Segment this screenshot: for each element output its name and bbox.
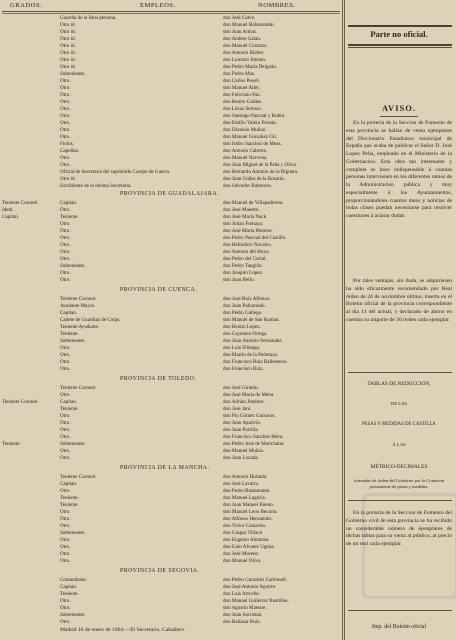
- table-row: [2, 352, 340, 359]
- table-row: [2, 141, 340, 148]
- post-cell: Otro id.: [60, 64, 76, 70]
- name-cell: don Antonio Rieber.: [223, 50, 265, 56]
- name-cell: don Carlos Pesoli.: [223, 78, 261, 84]
- post-cell: Escribiente de la misma Secretaría.: [60, 183, 132, 189]
- grade-cell: Teniente Coronel.: [2, 200, 39, 206]
- name-cell: don Pedro Bustamante.: [223, 488, 271, 494]
- name-cell: don José Moreno.: [223, 551, 260, 557]
- name-cell: don Alfonso Hernandez.: [223, 516, 273, 522]
- table-row: [2, 242, 340, 249]
- post-cell: Capitan.: [60, 584, 78, 590]
- name-cell: don Salvador Balmores.: [223, 183, 273, 189]
- table-row: [2, 200, 340, 207]
- post-cell: Teniente Coronel.: [60, 385, 97, 391]
- table-row: [2, 43, 340, 50]
- post-cell: Otro.: [60, 277, 71, 283]
- post-cell: Otro.: [60, 345, 71, 351]
- table-row: [2, 64, 340, 71]
- post-cell: Otro.: [60, 235, 71, 241]
- name-cell: don Francisco Ruiz Ballesteros.: [223, 359, 288, 365]
- table-row: [2, 385, 340, 392]
- table-row: [2, 29, 340, 36]
- name-cell: don Manuel González Gil.: [223, 134, 278, 140]
- post-cell: Otro.: [60, 99, 71, 105]
- tablas-pesas: PESAS Y MEDIDAS DE CASTILLA: [362, 422, 436, 427]
- table-row: [2, 249, 340, 256]
- column-divider-secondary: [344, 0, 345, 640]
- name-cell: don José María Moreno.: [223, 228, 273, 234]
- table-row: [2, 176, 340, 183]
- post-cell: Otro.: [60, 78, 71, 84]
- post-cell: Otro.: [60, 605, 71, 611]
- name-cell: don Juan Pallarondo.: [223, 303, 266, 309]
- name-cell: don Juan Antonio Fernandez.: [223, 338, 283, 344]
- table-row: [2, 169, 340, 176]
- name-cell: don José Giraldo.: [223, 385, 259, 391]
- post-cell: Otro.: [60, 544, 71, 550]
- name-cell: don Juan Parrilla.: [223, 427, 259, 433]
- table-row: [2, 120, 340, 127]
- table-row: [2, 516, 340, 523]
- name-cell: don Antonio Cabrera.: [223, 148, 267, 154]
- table-row: [2, 455, 340, 462]
- post-cell: Otro.: [60, 448, 71, 454]
- post-cell: Subteniente.: [60, 612, 86, 618]
- name-cell: don Luis Arroche.: [223, 591, 260, 597]
- name-cell: don Lúcas Sertuso.: [223, 106, 262, 112]
- table-row: [2, 502, 340, 509]
- name-cell: don José Ruiz Alfonzo.: [223, 296, 271, 302]
- post-cell: Teniente.: [60, 502, 79, 508]
- post-cell: Otro.: [60, 242, 71, 248]
- table-row: [2, 366, 340, 373]
- post-cell: Subteniente.: [60, 263, 86, 269]
- province-heading: PROVINCIA DE CUENCA.: [120, 287, 198, 293]
- post-cell: Capitan.: [60, 399, 78, 405]
- grade-cell: Teniente Coronel.: [2, 399, 39, 405]
- post-cell: Otro.: [60, 106, 71, 112]
- name-cell: don José María Nack.: [223, 214, 268, 220]
- grade-cell: Teniente.: [2, 441, 21, 447]
- tablas-a-las: Á LAS: [392, 442, 406, 447]
- post-cell: Otro id.: [60, 22, 76, 28]
- name-cell: don Pedro Mas.: [223, 71, 256, 77]
- name-cell: don Isidro Sanchez de Meas.: [223, 141, 282, 147]
- name-cell: don Manuel Cortazar.: [223, 43, 268, 49]
- table-row: [2, 317, 340, 324]
- name-cell: don Martin de la Pedrenza.: [223, 352, 279, 358]
- post-cell: Guardia de la Real persona.: [60, 15, 117, 21]
- post-cell: Otro.: [60, 366, 71, 372]
- tablas-title: TABLAS DE REDUCCION,: [367, 381, 431, 387]
- name-cell: don Pedro Gallego.: [223, 310, 263, 316]
- name-cell: don Manuel Aller.: [223, 85, 260, 91]
- table-row: [2, 106, 340, 113]
- name-cell: don Feliciano Paz.: [223, 92, 261, 98]
- post-cell: Otro.: [60, 392, 71, 398]
- table-row: [2, 345, 340, 352]
- tablas-formadas: formadas de órden del Gobierno por la Comision permanente de pesas y medidas.: [353, 478, 445, 489]
- post-cell: Capitan.: [60, 481, 78, 487]
- table-row: [2, 427, 340, 434]
- table-row: [2, 488, 340, 495]
- table-row: [2, 235, 340, 242]
- table-row: [2, 155, 340, 162]
- name-cell: don Juan Aparicio.: [223, 420, 262, 426]
- section-divider: [348, 372, 452, 373]
- name-cell: don Bernardo Antonio de la Riguera.: [223, 169, 299, 175]
- table-row: [2, 85, 340, 92]
- post-cell: Otro.: [60, 551, 71, 557]
- name-cell: don Benito Lopez.: [223, 324, 261, 330]
- table-row: [2, 221, 340, 228]
- post-cell: Fiolos.: [60, 141, 75, 147]
- name-cell: don Adrian Jiménez.: [223, 399, 266, 405]
- table-row: [2, 406, 340, 413]
- post-cell: Teniente Coronel.: [60, 474, 97, 480]
- table-row: [2, 392, 340, 399]
- post-cell: Capellan.: [60, 148, 80, 154]
- table-row: [2, 584, 340, 591]
- name-cell: don Cayetano Ortega.: [223, 331, 268, 337]
- name-cell: don Manuel Narvona.: [223, 155, 268, 161]
- post-cell: Teniente Coronel.: [60, 296, 97, 302]
- post-cell: Otro.: [60, 85, 71, 91]
- post-cell: Otro.: [60, 249, 71, 255]
- post-cell: Otro.: [60, 162, 71, 168]
- post-cell: Oficial de Secretaría del suprimido Cuerpo de Guerra: [60, 169, 170, 175]
- name-cell: don Pío Gómez Guisoros.: [223, 413, 276, 419]
- province-heading: PROVINCIA DE GUADALAJARA.: [120, 191, 219, 197]
- table-row: [2, 263, 340, 270]
- post-cell: Subteniente.: [60, 338, 86, 344]
- post-cell: Otro.: [60, 155, 71, 161]
- table-row: [2, 134, 340, 141]
- name-cell: don José Calvo.: [223, 15, 256, 21]
- title-rule-bottom: [348, 44, 452, 46]
- post-cell: Otro.: [60, 120, 71, 126]
- post-cell: Ayudante Mayor.: [60, 303, 96, 309]
- post-cell: Teniente.: [60, 591, 79, 597]
- imprint: Imp. del Boletin oficial: [371, 624, 427, 630]
- post-cell: Cadete de Guardias de Corps.: [60, 317, 121, 323]
- tablas-metrico: MÉTRICO-DECIMALES: [370, 464, 428, 470]
- post-cell: Otro id.: [60, 176, 76, 182]
- post-cell: Subteniente.: [60, 71, 86, 77]
- post-cell: Otro.: [60, 455, 71, 461]
- table-row: [2, 537, 340, 544]
- post-cell: Otro.: [60, 113, 71, 119]
- table-row: [2, 310, 340, 317]
- table-row: [2, 324, 340, 331]
- province-heading: PROVINCIA DE TOLEDO.: [120, 376, 197, 382]
- post-cell: Otro.: [60, 427, 71, 433]
- column-header-grados: GRADOS.: [10, 2, 43, 9]
- name-cell: don Julian Fomaya.: [223, 221, 264, 227]
- name-cell: don Juan Manuel Bueno.: [223, 502, 274, 508]
- post-cell: Teniente Ayudante.: [60, 324, 100, 330]
- name-cell: don Pedro González Carbonell.: [223, 577, 287, 583]
- post-cell: Otro.: [60, 221, 71, 227]
- name-cell: don Pedro del Corral.: [223, 256, 267, 262]
- table-row: [2, 99, 340, 106]
- name-cell: don Pedro Tangiño.: [223, 263, 263, 269]
- name-cell: don Juan Sacristan.: [223, 612, 263, 618]
- name-cell: don Agustin Maestre.: [223, 605, 267, 611]
- post-cell: Otro.: [60, 127, 71, 133]
- name-cell: don Luis Fillango.: [223, 345, 261, 351]
- name-cell: don Juan Armas.: [223, 29, 258, 35]
- table-row: [2, 448, 340, 455]
- table-row: [2, 113, 340, 120]
- grade-cell: Capitan.: [2, 214, 20, 220]
- footer-signature: Madrid 16 de enero de 1864.—El Secretario, Caballero.: [60, 627, 186, 633]
- table-row: [2, 481, 340, 488]
- name-cell: don Juan Lozada.: [223, 455, 259, 461]
- post-cell: Otro.: [60, 488, 71, 494]
- name-cell: don Manuel Oliva.: [223, 558, 262, 564]
- post-cell: Otro id.: [60, 57, 76, 63]
- table-row: [2, 270, 340, 277]
- name-cell: don Pedro José de Marichalar.: [223, 441, 285, 447]
- name-cell: don Manuel Bohamonde.: [223, 22, 275, 28]
- post-cell: Otro.: [60, 359, 71, 365]
- table-row: [2, 591, 340, 598]
- table-row: [2, 15, 340, 22]
- name-cell: don Eugenio Almansa.: [223, 537, 270, 543]
- aviso-underline: [380, 116, 418, 117]
- name-cell: don José Maestre.: [223, 207, 260, 213]
- name-cell: don Juan Miguel de la Peña y Oliva.: [223, 162, 298, 168]
- post-cell: Teniente.: [60, 495, 79, 501]
- table-row: [2, 474, 340, 481]
- table-row: [2, 509, 340, 516]
- post-cell: Otro.: [60, 516, 71, 522]
- post-cell: Otro.: [60, 619, 71, 625]
- name-cell: don Galo Alvarez Ugena.: [223, 544, 275, 550]
- section-title-parte-no-oficial: Parte no oficial.: [370, 29, 428, 39]
- province-heading: PROVINCIA DE LA MANCHA.: [120, 465, 210, 471]
- title-rule-top: [348, 25, 452, 27]
- post-cell: Teniente.: [60, 214, 79, 220]
- post-cell: Otro.: [60, 228, 71, 234]
- title-rule-thin: [348, 47, 452, 48]
- name-cell: don Antonio Hurtado.: [223, 474, 268, 480]
- post-cell: Otro id.: [60, 29, 76, 35]
- header-rule-secondary: [2, 13, 340, 14]
- name-cell: don Antonio del Hoyo.: [223, 249, 270, 255]
- table-row: [2, 598, 340, 605]
- table-row: [2, 612, 340, 619]
- name-cell: don José María de Mena.: [223, 392, 275, 398]
- table-row: [2, 544, 340, 551]
- post-cell: Otro.: [60, 558, 71, 564]
- table-row: [2, 399, 340, 406]
- post-cell: Otro.: [60, 537, 71, 543]
- name-cell: don Manuel de San Roman.: [223, 317, 280, 323]
- table-row: [2, 296, 340, 303]
- post-cell: Otro.: [60, 598, 71, 604]
- name-cell: don Manuel Leon Becarra.: [223, 509, 278, 515]
- name-cell: don José Lavarra.: [223, 481, 260, 487]
- post-cell: Otro.: [60, 523, 71, 529]
- table-row: [2, 413, 340, 420]
- name-cell: don Francisco Ruiz.: [223, 366, 264, 372]
- name-cell: don José Antonio Aguirre.: [223, 584, 277, 590]
- name-cell: don Joaquin Lopez.: [223, 270, 264, 276]
- post-cell: Otro.: [60, 413, 71, 419]
- name-cell: don Victor Camacho.: [223, 523, 267, 529]
- table-row: [2, 523, 340, 530]
- column-divider: [342, 0, 343, 640]
- table-row: [2, 277, 340, 284]
- column-header-nombres: NOMBRES.: [258, 2, 296, 9]
- post-cell: Otro.: [60, 420, 71, 426]
- post-cell: Otro.: [60, 256, 71, 262]
- post-cell: Otro id.: [60, 36, 76, 42]
- table-row: [2, 228, 340, 235]
- table-row: [2, 530, 340, 537]
- aviso-heading: AVISO.: [382, 103, 416, 113]
- table-row: [2, 338, 340, 345]
- table-row: [2, 551, 340, 558]
- name-cell: don Manuel Lagoria.: [223, 495, 266, 501]
- name-cell: don Juan Goñes de la Rosarin.: [223, 176, 285, 182]
- name-cell: don Pedro María Delgado.: [223, 64, 278, 70]
- table-row: [2, 183, 340, 190]
- name-cell: don Emilio Valero Fernan.: [223, 120, 277, 126]
- table-row: [2, 605, 340, 612]
- table-row: [2, 359, 340, 366]
- table-row: [2, 127, 340, 134]
- aviso-paragraph-2: Por tales ventajas, sin duda, se adquiriesen ha sido eficazmente recomendado por Real órden de 24 de noviembre último, inserta en el Boletin oficial de la provincia correspondiente al dia 11 del actual, y declarado de abono en cuentas su importe de 30 reales cada ejemplar.: [346, 278, 452, 323]
- name-cell: don Benito Galdos.: [223, 99, 263, 105]
- province-heading: PROVINCIA DE SEGOVIA.: [120, 568, 200, 574]
- table-row: [2, 92, 340, 99]
- post-cell: Otro.: [60, 92, 71, 98]
- name-cell: don Dionisio Muñoz.: [223, 127, 267, 133]
- table-row: [2, 50, 340, 57]
- name-cell: don Santiago Pascual y Rubio.: [223, 113, 286, 119]
- post-cell: Teniente.: [60, 331, 79, 337]
- tablas-de-las: DE LAS: [391, 401, 407, 406]
- table-row: [2, 71, 340, 78]
- post-cell: Capitan.: [60, 310, 78, 316]
- post-cell: Otro.: [60, 352, 71, 358]
- name-cell: don Juan Bello.: [223, 277, 255, 283]
- post-cell: Teniente.: [60, 406, 79, 412]
- post-cell: Subteniente.: [60, 530, 86, 536]
- table-row: [2, 256, 340, 263]
- table-row: [2, 303, 340, 310]
- table-row: [2, 495, 340, 502]
- table-row: [2, 558, 340, 565]
- name-cell: don Baltasar Ruiz.: [223, 619, 261, 625]
- table-row: [2, 331, 340, 338]
- aviso-paragraph-1: En la portería de la Seccion de Fomento de esta provincia se hallan de venta ejemplares del Diccionario Estadístico municipal de España que acaba de publicar el Señor D. José Lopez Pelia, empleado en el Ministerio de la Gobernacion. Esta obra tan interesante y completa se hace indispensable á cuantas personas intervienen en los diferentes ramos de la Administracion pública y muy especialmente á los Ayuntamientos, proporcionándoles cuantos datos y noticias de todas clases puedan necesitarse para resolver cuestiones á aclarar dudas.: [346, 120, 452, 219]
- tablas-paragraph: En la portería de la Seccion de Fomento del Gobierno civil de esta provincia se ha recibido un considerable número de ejemplares de dichas tablas para su venta al público, al precio de un real cada ejemplar.: [346, 510, 452, 547]
- table-row: [2, 22, 340, 29]
- column-header-empleos: EMPLEOS.: [140, 2, 176, 9]
- name-cell: don José Jani.: [223, 406, 252, 412]
- imprint-divider: [348, 610, 452, 611]
- post-cell: Otro.: [60, 207, 71, 213]
- table-row: [2, 78, 340, 85]
- table-row: [2, 57, 340, 64]
- post-cell: Otro.: [60, 509, 71, 515]
- name-cell: don Francisco Sanchez Mora.: [223, 434, 284, 440]
- name-cell: don Pedro Pascual del Castillo.: [223, 235, 287, 241]
- name-cell: don Manuel Gutierrez Bustillos.: [223, 598, 289, 604]
- post-cell: Capitan.: [60, 200, 78, 206]
- name-cell: don Lorenzo Jimeno.: [223, 57, 267, 63]
- table-row: [2, 162, 340, 169]
- name-cell: don Manuel Muñoz.: [223, 448, 265, 454]
- name-cell: don Gaspar Villacé.: [223, 530, 264, 536]
- name-cell: don Andres Galan.: [223, 36, 262, 42]
- grade-cell: Idem.: [2, 207, 14, 213]
- table-row: [2, 619, 340, 626]
- table-row: [2, 207, 340, 214]
- post-cell: Otro id.: [60, 43, 76, 49]
- header-rule: [2, 11, 340, 12]
- name-cell: don Manuel de Villapadierna.: [223, 200, 284, 206]
- post-cell: Otro.: [60, 134, 71, 140]
- table-row: [2, 441, 340, 448]
- table-row: [2, 420, 340, 427]
- table-row: [2, 434, 340, 441]
- name-cell: don Heliodoro Navarro.: [223, 242, 272, 248]
- post-cell: Comandante.: [60, 577, 88, 583]
- post-cell: Otro.: [60, 270, 71, 276]
- table-row: [2, 214, 340, 221]
- post-cell: Otro id.: [60, 50, 76, 56]
- table-row: [2, 36, 340, 43]
- table-row: [2, 577, 340, 584]
- post-cell: Otro.: [60, 434, 71, 440]
- table-row: [2, 148, 340, 155]
- post-cell: Subteniente.: [60, 441, 86, 447]
